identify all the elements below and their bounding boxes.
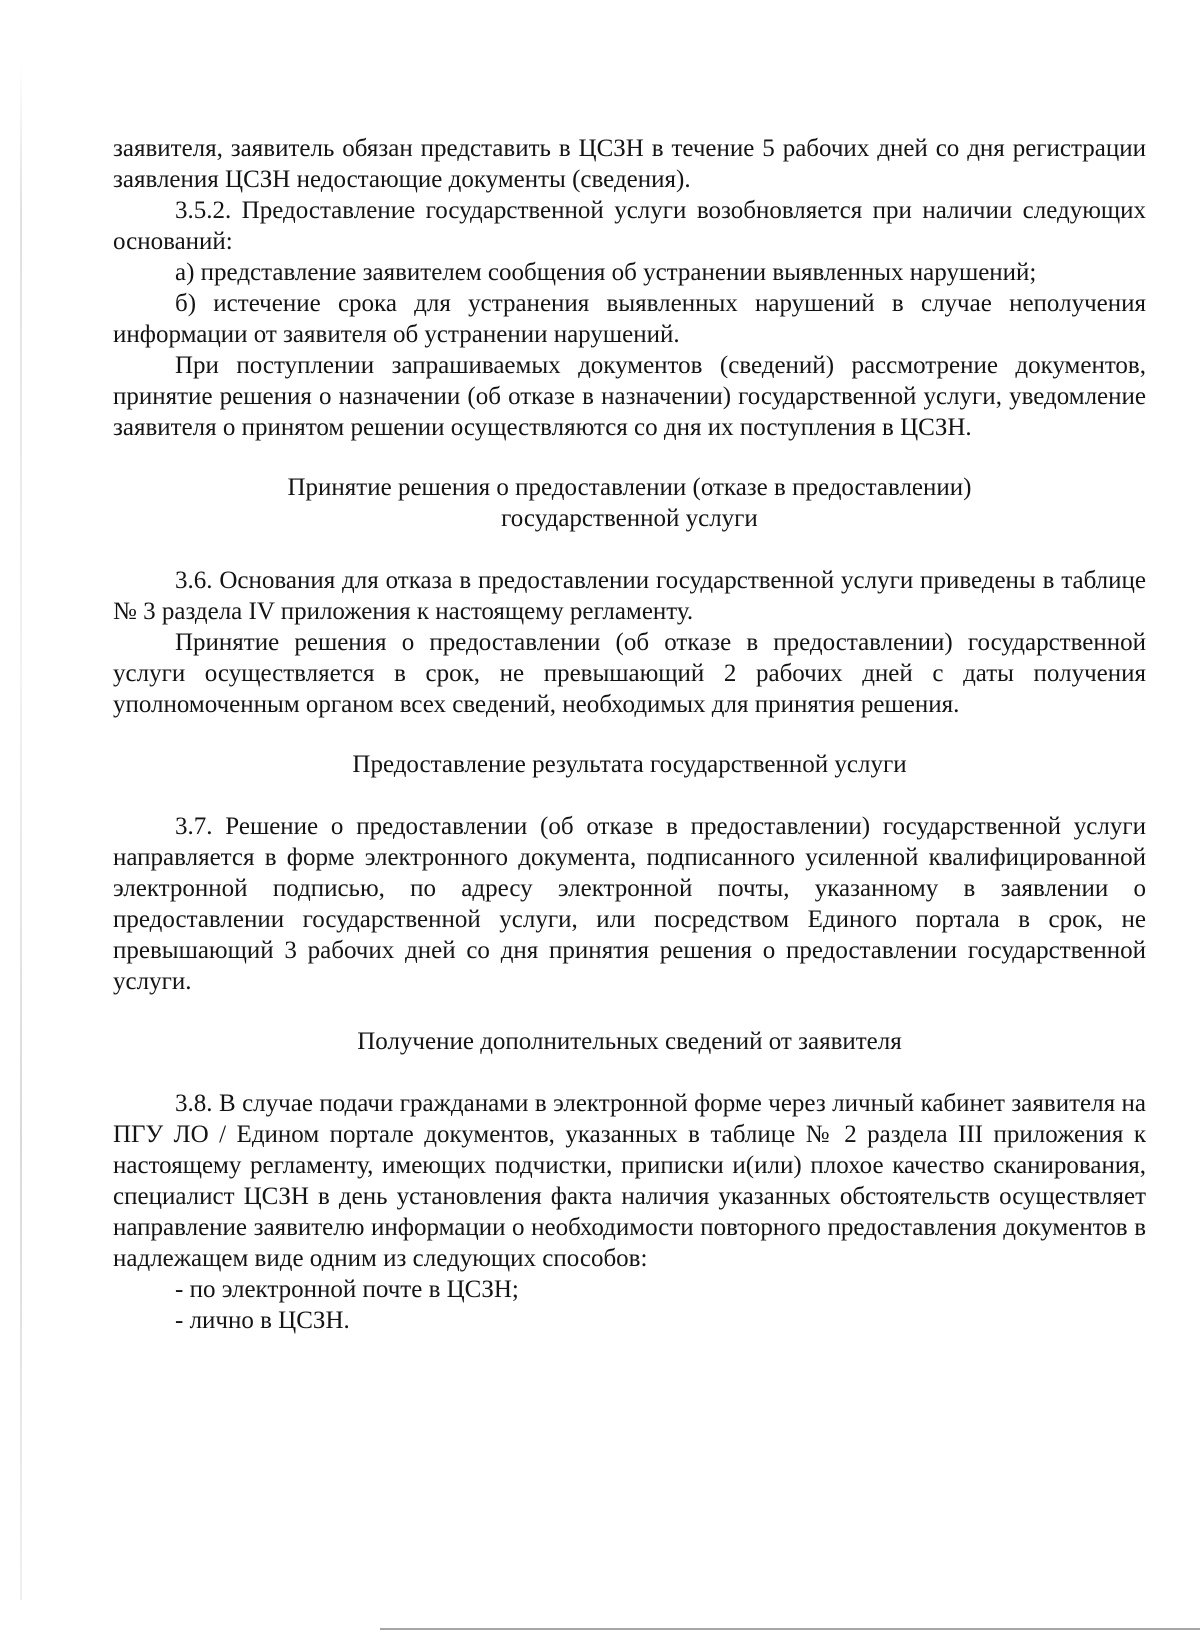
paragraph-3-5-2: 3.5.2. Предоставление государственной услуги возобновляется при наличии следующих оснований: — [113, 197, 1146, 255]
paragraph-3-8: 3.8. В случае подачи гражданами в электронной форме через личный кабинет заявителя на ПГУ ЛО / Едином портале документов, указанных в таблице № 2 раздела III приложения к настоящему регламенту, имеющих подчистки, приписки и(или) плохое качество сканирования, специалист ЦСЗН в день установления факта наличия указанных обстоятельств осуществляет направление заявителю информации о необходимости повторного предоставления документов в надлежащем виде одним из следующих способов: — [113, 1090, 1146, 1272]
heading-line: государственной услуги — [501, 505, 758, 532]
heading-line: Принятие решения о предоставлении (отказе в предоставлении) — [287, 474, 972, 501]
paragraph-3-6: 3.6. Основания для отказа в предоставлении государственной услуги приведены в таблице № 3 раздела IV приложения к настоящему регламенту. — [113, 567, 1146, 625]
paragraph-3-7: 3.7. Решение о предоставлении (об отказе в предоставлении) государственной услуги направляется в форме электронного документа, подписанного усиленной квалифицированной электронной подписью, по адресу электронной почты, указанному в заявлении о предоставлении государственной услуги, или посредством Единого портала в срок, не превышающий 3 рабочих дней со дня принятия решения о предоставлении государственной услуги. — [113, 813, 1146, 995]
section-heading-decision — [113, 472, 1146, 534]
list-item-in-person: - лично в ЦСЗН. — [175, 1307, 350, 1334]
scan-edge-bottom — [380, 1628, 1200, 1630]
scan-edge-left — [20, 60, 22, 1600]
heading-line: Предоставление результата государственной услуги — [352, 751, 907, 778]
document-body — [113, 133, 1146, 1336]
paragraph-decision-term: Принятие решения о предоставлении (об отказе в предоставлении) государственной услуги осуществляется в срок, не превышающий 2 рабочих дней с даты получения уполномоченным органом всех сведений, необходимых для принятия решения. — [113, 629, 1146, 718]
section-heading-additional-info — [113, 1026, 1146, 1057]
list-item-email: - по электронной почте в ЦСЗН; — [175, 1276, 519, 1303]
paragraph-documents-received: При поступлении запрашиваемых документов (сведений) рассмотрение документов, принятие решения о назначении (об отказе в назначении) государственной услуги, уведомление заявителя о принятом решении осуществляются со дня их поступления в ЦСЗН. — [113, 352, 1146, 441]
heading-line: Получение дополнительных сведений от заявителя — [357, 1028, 902, 1055]
section-heading-result — [113, 749, 1146, 780]
paragraph-item-b: б) истечение срока для устранения выявленных нарушений в случае неполучения информации от заявителя об устранении нарушений. — [113, 290, 1146, 348]
paragraph-item-a: а) представление заявителем сообщения об устранении выявленных нарушений; — [175, 259, 1037, 286]
paragraph-intro: заявителя, заявитель обязан представить в ЦСЗН в течение 5 рабочих дней со дня регистрации заявления ЦСЗН недостающие документы (сведения). — [113, 135, 1146, 193]
